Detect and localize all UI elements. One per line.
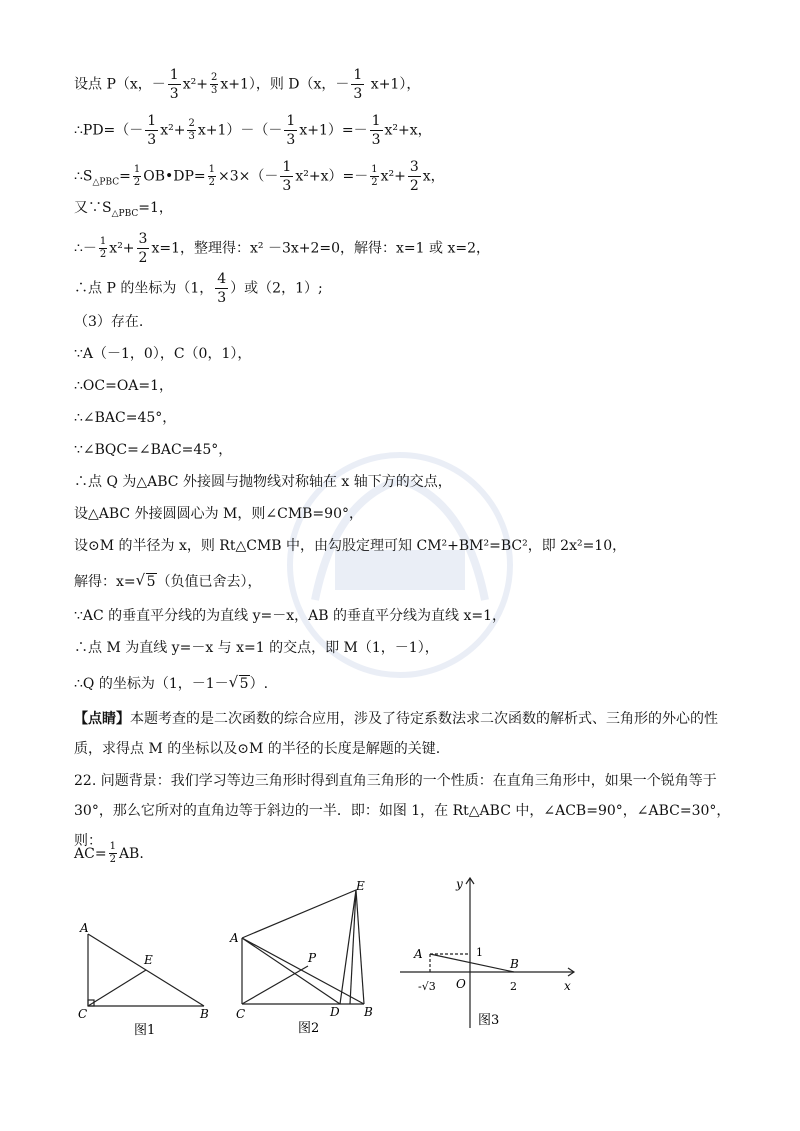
axis-label: x (564, 979, 571, 993)
text: x+1），则 D（x，－ (220, 76, 350, 93)
figure-caption: 图1 (134, 1023, 156, 1038)
text-line: ∴点 P 的坐标为（1， $\frac{4}{3}$ ）或（2，1）; (74, 271, 323, 306)
fraction: $\frac{3}{2}$ (138, 231, 148, 266)
text-line: ∴－ $\frac{1}{2}$ x²+ $\frac{3}{2}$ x=1，整理得：x² －3x+2=0，解得：x=1 或 x=2， (74, 231, 491, 266)
text-line: $\therefore S_{\triangle PBC}=$ $\frac{1}{2}$ OB•DP= $\frac{1}{2}$ ×3×（－ $\frac{1}{3}$ x²+x）=－ $\frac{1}{2}$ x²+ $\frac{3}{2}$ x， (74, 159, 445, 194)
fraction: $\frac{1}{3}$ (353, 67, 363, 102)
fraction: $\frac{1}{3}$ (286, 113, 296, 148)
text-line: ∴点 M 为直线 y=－x 与 x=1 的交点，即 M（1，－1）， (74, 640, 439, 656)
text-line (74, 68, 420, 101)
problem-22-paragraph: 22. 问题背景：我们学习等边三角形时得到直角三角形的一个性质：在直角三角形中，如果一个锐角等于 30°，那么它所对的直角边等于斜边的一半．即：如图 1，在 Rt△ABC 中，∠ACB=90°，∠ABC=30°，则： (74, 773, 731, 849)
fraction: $\frac{1}{2}$ (133, 163, 141, 188)
text-line: ∴点 Q 为△ABC 外接圆与抛物线对称轴在 x 轴下方的交点， (74, 474, 452, 490)
fraction: $\frac{1}{2}$ (371, 163, 378, 188)
tick-label: 1 (476, 946, 483, 959)
figure-2 (228, 880, 388, 1040)
text-line: （3）存在. (74, 314, 144, 330)
text: ∴PD=（－ (74, 122, 144, 139)
text: x+1）－（－ (197, 122, 283, 139)
point-label: C (78, 1007, 88, 1021)
sqrt: √ 5 (136, 572, 157, 592)
axis-label: y (456, 877, 463, 891)
text-line: 解得：x=√ 5（负值已舍去）， (74, 572, 262, 592)
origin-label: O (456, 977, 466, 991)
fraction: $\frac{1}{2}$ (99, 235, 107, 260)
point-label: C (236, 1007, 246, 1021)
text-line: ∴OC=OA=1， (74, 378, 174, 394)
figure-caption: 图3 (478, 1013, 500, 1028)
fraction: $\frac{4}{3}$ (217, 271, 227, 306)
point-label: E (356, 880, 365, 893)
fraction: $\frac{2}{3}$ (210, 71, 218, 96)
text: x+1）=－ (299, 122, 368, 139)
figure-1 (76, 920, 216, 1040)
point-label: P (308, 951, 317, 965)
fraction: $\frac{1}{2}$ (208, 163, 216, 188)
tick-label: -√3 (418, 980, 436, 993)
point-label: B (200, 1007, 209, 1021)
text-line: ∵A（－1，0），C（0，1）， (74, 346, 252, 362)
sqrt: √ 5 (229, 674, 250, 694)
text: x²+ (160, 122, 186, 139)
text-line: ∴∠BAC=45°， (74, 410, 177, 426)
point-label: D (330, 1005, 340, 1019)
fraction: $\frac{2}{3}$ (188, 117, 195, 142)
figure-caption: 图2 (298, 1021, 320, 1036)
fraction: $\frac{1}{3}$ (371, 113, 381, 148)
figure-3 (396, 872, 586, 1032)
fraction: $\frac{1}{3}$ (169, 67, 179, 102)
text-line: ∵∠BQC=∠BAC=45°， (74, 442, 233, 458)
text-line (74, 114, 432, 147)
dianjing-paragraph: 【点睛】本题考查的是二次函数的综合应用，涉及了待定系数法求二次函数的解析式、三角形的外心的性质，求得点 M 的坐标以及⊙M 的半径的长度是解题的关键. (74, 711, 718, 757)
point-label: A (414, 947, 423, 961)
text-line: AC= $\frac{1}{2}$ AB. (74, 841, 144, 865)
text: x+1）， (366, 76, 421, 93)
point-label: E (144, 953, 153, 967)
text: 设点 P（x，－ (74, 76, 166, 93)
point-label: B (510, 957, 519, 971)
point-label: A (80, 921, 89, 935)
text-line: 设⊙M 的半径为 x，则 Rt△CMB 中，由勾股定理可知 CM²+BM²=BC²，即 2x²=10， (74, 538, 627, 554)
text: x²+x， (384, 122, 432, 139)
text-line: 设△ABC 外接圆圆心为 M，则∠CMB=90°， (74, 506, 363, 522)
point-label: B (364, 1005, 373, 1019)
fraction: $\frac{1}{3}$ (147, 113, 157, 148)
fraction: $\frac{1}{3}$ (282, 159, 292, 194)
text-line: 又$\because S_{\triangle PBC}=1$， (74, 200, 173, 219)
text-line: ∴Q 的坐标为（1，－1－√ 5）. (74, 674, 268, 694)
text-line: ∵AC 的垂直平分线的为直线 y=－x，AB 的垂直平分线为直线 x=1， (74, 608, 506, 624)
tick-label: 2 (510, 980, 517, 993)
fraction: $\frac{3}{2}$ (409, 159, 419, 194)
fraction: $\frac{1}{2}$ (109, 841, 116, 865)
point-label: A (230, 931, 239, 945)
text: x²+ (182, 76, 208, 93)
